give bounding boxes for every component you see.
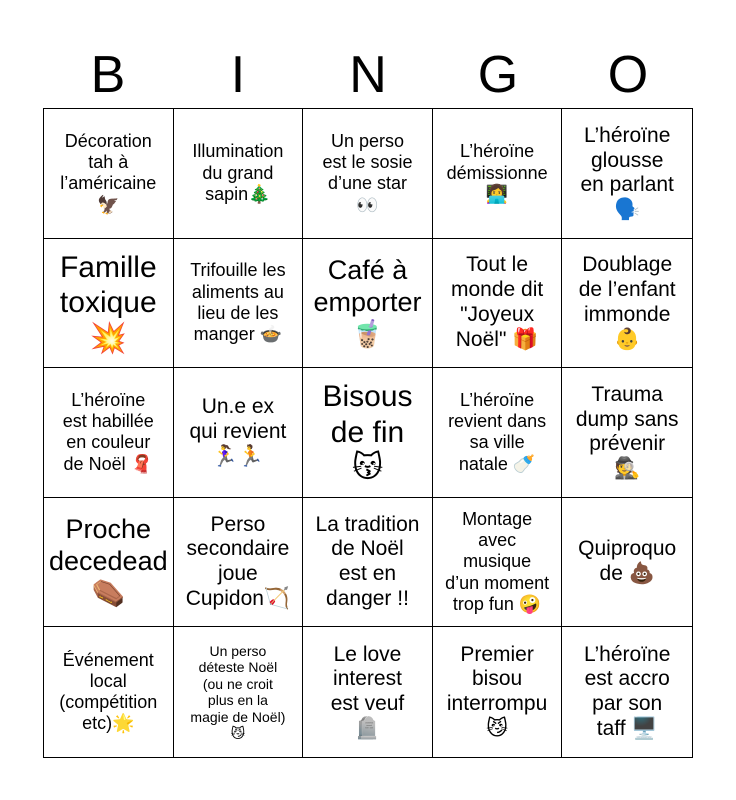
cell-label: Famille toxique 💥 bbox=[59, 250, 157, 355]
bingo-cell-r5-c4[interactable] bbox=[433, 627, 563, 757]
bingo-cell-r3-c2[interactable] bbox=[174, 368, 304, 498]
bingo-cell-r4-c4[interactable] bbox=[433, 498, 563, 628]
cell-label: Un perso est le sosie d’une star 👀 bbox=[322, 130, 413, 215]
bingo-cell-r1-c3[interactable] bbox=[303, 109, 433, 239]
bingo-cell-r1-c2[interactable] bbox=[174, 109, 304, 239]
bingo-cell-r2-c4[interactable] bbox=[433, 239, 563, 369]
bingo-cell-r1-c4[interactable] bbox=[433, 109, 563, 239]
cell-label: Événement local (compétition etc)🌟 bbox=[59, 649, 158, 734]
cell-label: Premier bisou interrompu 😼 bbox=[446, 642, 548, 740]
cell-label: L’héroïne démissionne 👩‍💻 bbox=[446, 141, 548, 204]
bingo-cell-r2-c2[interactable] bbox=[174, 239, 304, 369]
cell-label: Montage avec musique d’un moment trop fun 🤪 bbox=[445, 509, 550, 614]
bingo-cell-r5-c1[interactable] bbox=[44, 627, 174, 757]
bingo-cell-r3-c3[interactable] bbox=[303, 368, 433, 498]
cell-label: Proche decedead ⚰️ bbox=[48, 514, 168, 609]
cell-label: La tradition de Noël est en danger !! bbox=[315, 512, 420, 610]
bingo-cell-r4-c1[interactable] bbox=[44, 498, 174, 628]
bingo-board bbox=[43, 108, 693, 758]
bingo-cell-r4-c3[interactable] bbox=[303, 498, 433, 628]
cell-label: Quiproquo de 💩 bbox=[578, 537, 677, 586]
header-letter-b: B bbox=[90, 46, 126, 104]
bingo-cell-r4-c2[interactable] bbox=[174, 498, 304, 628]
bingo-cell-r5-c5[interactable] bbox=[562, 627, 692, 757]
cell-label: Un perso déteste Noël (ou ne croit plus en la magie de Noël) 😼 bbox=[190, 642, 286, 742]
cell-label: L’héroïne glousse en parlant 🗣️ bbox=[580, 123, 674, 222]
bingo-cell-r5-c3[interactable] bbox=[303, 627, 433, 757]
bingo-cell-r2-c1[interactable] bbox=[44, 239, 174, 369]
cell-label: L’héroïne est accro par son taff 🖥️ bbox=[583, 642, 671, 740]
cell-label: L’héroïne revient dans sa ville natale 🍼 bbox=[448, 390, 547, 474]
header-letter-o: O bbox=[607, 46, 649, 104]
cell-label: Perso secondaire joue Cupidon🏹 bbox=[185, 512, 291, 610]
bingo-cell-r4-c5[interactable] bbox=[562, 498, 692, 628]
bingo-header bbox=[43, 40, 693, 110]
header-letter-g: G bbox=[477, 46, 519, 104]
bingo-cell-r3-c5[interactable] bbox=[562, 368, 692, 498]
cell-label: Tout le monde dit "Joyeux Noël" 🎁 bbox=[450, 253, 544, 351]
cell-label: Illumination du grand sapin🎄 bbox=[192, 141, 284, 204]
cell-label: Café à emporter 🧋 bbox=[313, 255, 422, 349]
header-letter-n: N bbox=[349, 46, 387, 104]
header-letter-i: I bbox=[230, 46, 246, 104]
cell-label: Doublage de l’enfant immonde 👶 bbox=[578, 253, 676, 351]
bingo-cell-r2-c3[interactable] bbox=[303, 239, 433, 369]
bingo-cell-r2-c5[interactable] bbox=[562, 239, 692, 369]
cell-label: Trauma dump sans prévenir 🕵️ bbox=[575, 382, 679, 481]
bingo-cell-r3-c1[interactable] bbox=[44, 368, 174, 498]
cell-label: Bisous de fin 😽 bbox=[322, 380, 413, 485]
bingo-cell-r3-c4[interactable] bbox=[433, 368, 563, 498]
cell-label: Un.e ex qui revient 🏃‍♀️🏃 bbox=[189, 395, 287, 468]
cell-label: Trifouille les aliments au lieu de les manger 🍲 bbox=[190, 260, 286, 345]
bingo-cell-r1-c5[interactable] bbox=[562, 109, 692, 239]
cell-label: Le love interest est veuf 🪦 bbox=[330, 642, 405, 740]
bingo-cell-r1-c1[interactable] bbox=[44, 109, 174, 239]
cell-label: Décoration tah à l’américaine 🦅 bbox=[60, 130, 157, 215]
bingo-cell-r5-c2[interactable] bbox=[174, 627, 304, 757]
cell-label: L’héroïne est habillée en couleur de Noël 🧣 bbox=[62, 390, 154, 474]
